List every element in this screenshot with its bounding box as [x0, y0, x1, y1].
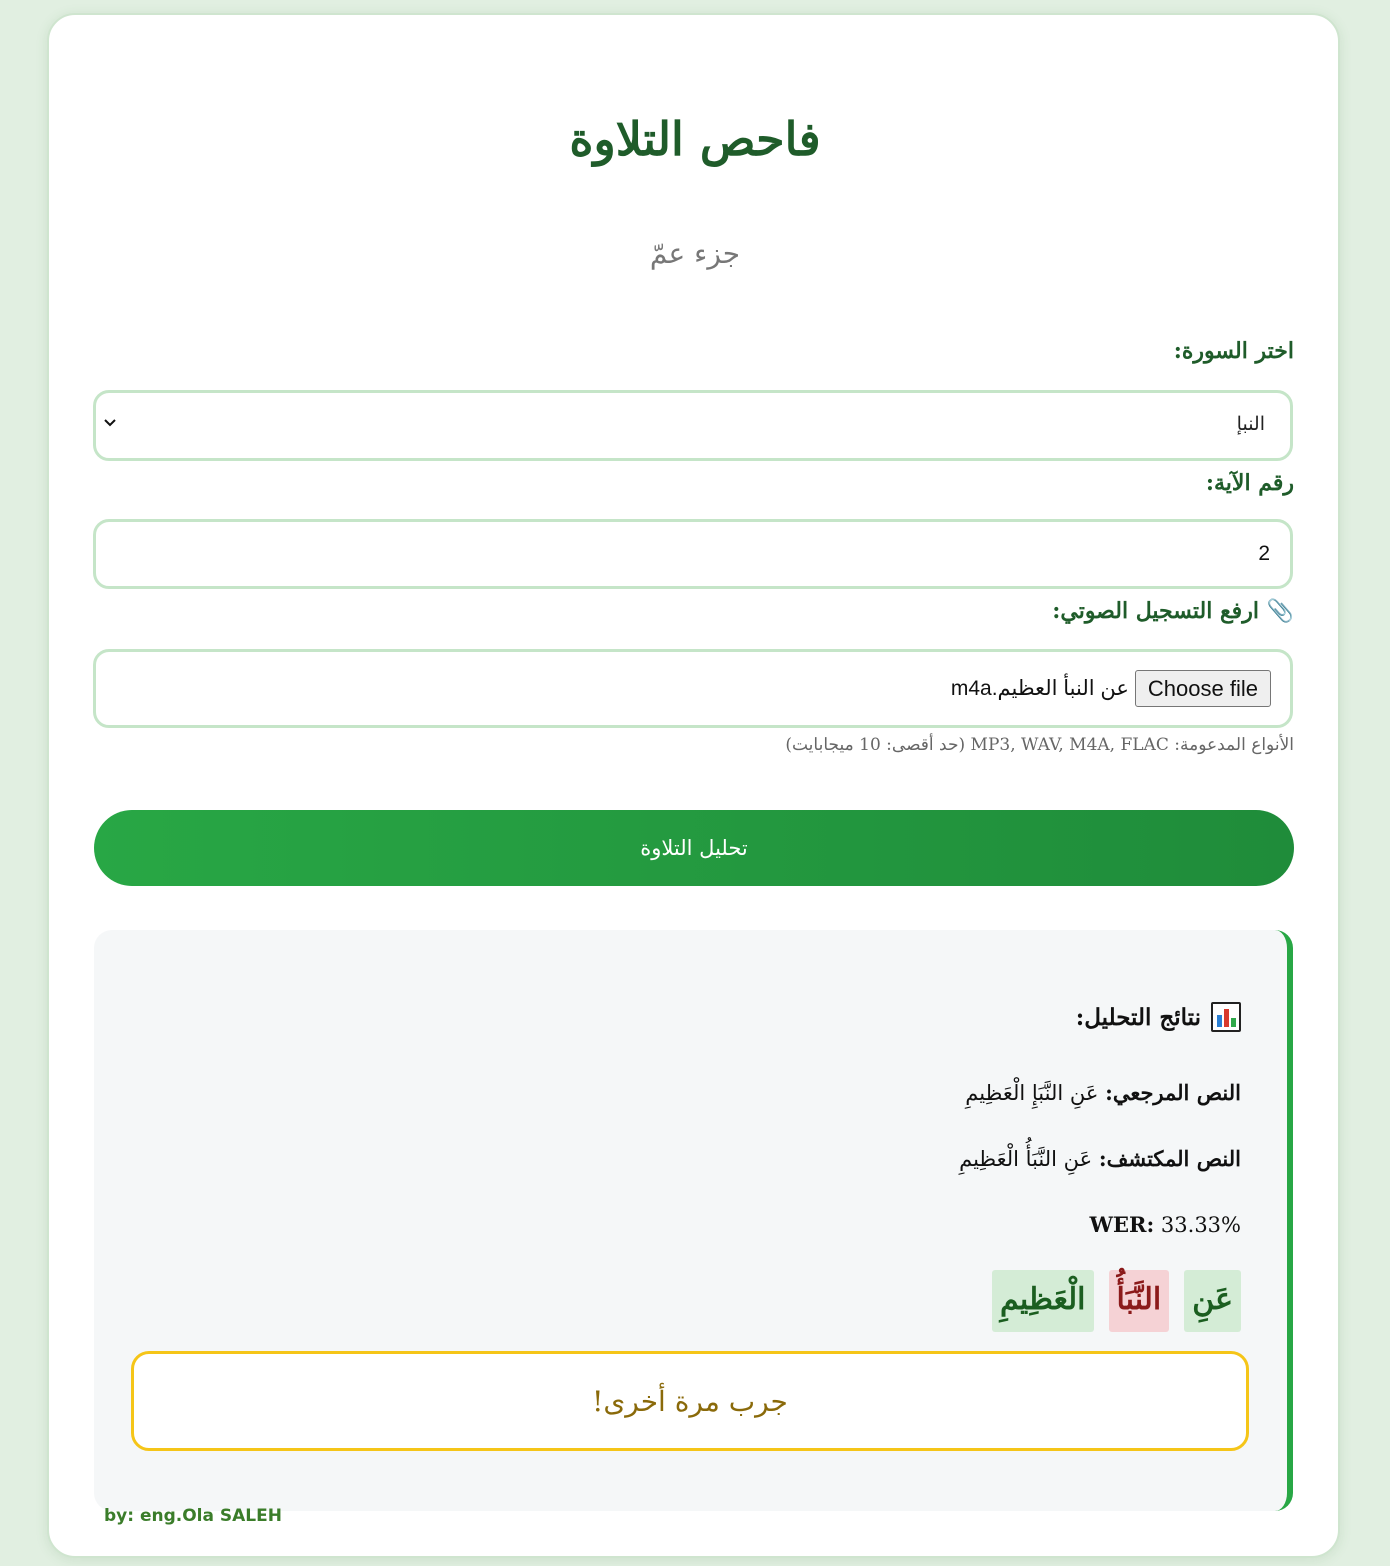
wer-value: 33.33% — [1160, 1213, 1241, 1237]
upload-label: 📎 ارفع التسجيل الصوتي: — [1052, 598, 1294, 624]
word-chip: النَّبَأُ — [1109, 1270, 1170, 1332]
word-chip: الْعَظِيمِ — [992, 1270, 1094, 1332]
choose-file-button[interactable]: Choose file — [1135, 670, 1271, 707]
bar-chart-icon — [1211, 1002, 1241, 1032]
author-credit: by: eng.Ola SALEH — [104, 1506, 282, 1526]
ayah-value: 2 — [1258, 542, 1270, 565]
detected-label: النص المكتشف: — [1098, 1146, 1241, 1171]
file-row — [951, 670, 1271, 707]
page-subtitle: جزء عمّ — [649, 237, 741, 270]
detected-text-row — [959, 1146, 1241, 1171]
ayah-number-input[interactable] — [93, 519, 1293, 589]
reference-label: النص المرجعي: — [1105, 1080, 1241, 1105]
reference-text: عَنِ النَّبَإِ الْعَظِيمِ — [965, 1081, 1099, 1105]
supported-types-hint: الأنواع المدعومة: MP3, WAV, M4A, FLAC (حد أقصى: 10 ميجابايت) — [785, 735, 1294, 755]
detected-text: عَنِ النَّبَأُ الْعَظِيمِ — [959, 1147, 1093, 1171]
results-panel — [94, 930, 1293, 1511]
analyze-recitation-button[interactable]: تحليل التلاوة — [94, 810, 1294, 886]
surah-selected-value: النبإ — [1236, 413, 1265, 435]
word-comparison — [992, 1270, 1241, 1332]
feedback-message: جرب مرة أخرى! — [131, 1351, 1249, 1451]
results-title-text: نتائج التحليل: — [1075, 1003, 1201, 1031]
surah-select[interactable] — [93, 390, 1293, 461]
surah-label: اختر السورة: — [1173, 338, 1294, 364]
ayah-label: رقم الآية: — [1205, 470, 1294, 496]
chevron-down-icon — [102, 415, 118, 431]
audio-file-input[interactable] — [93, 649, 1293, 728]
page-title: فاحص التلاوة — [569, 112, 821, 166]
reference-text-row — [965, 1080, 1241, 1105]
results-title — [1076, 1002, 1241, 1032]
wer-row — [1089, 1212, 1241, 1237]
word-chip: عَنِ — [1184, 1270, 1241, 1332]
selected-file-name: عن النبأ العظيم.m4a — [950, 677, 1129, 700]
wer-label: WER: — [1089, 1212, 1155, 1237]
